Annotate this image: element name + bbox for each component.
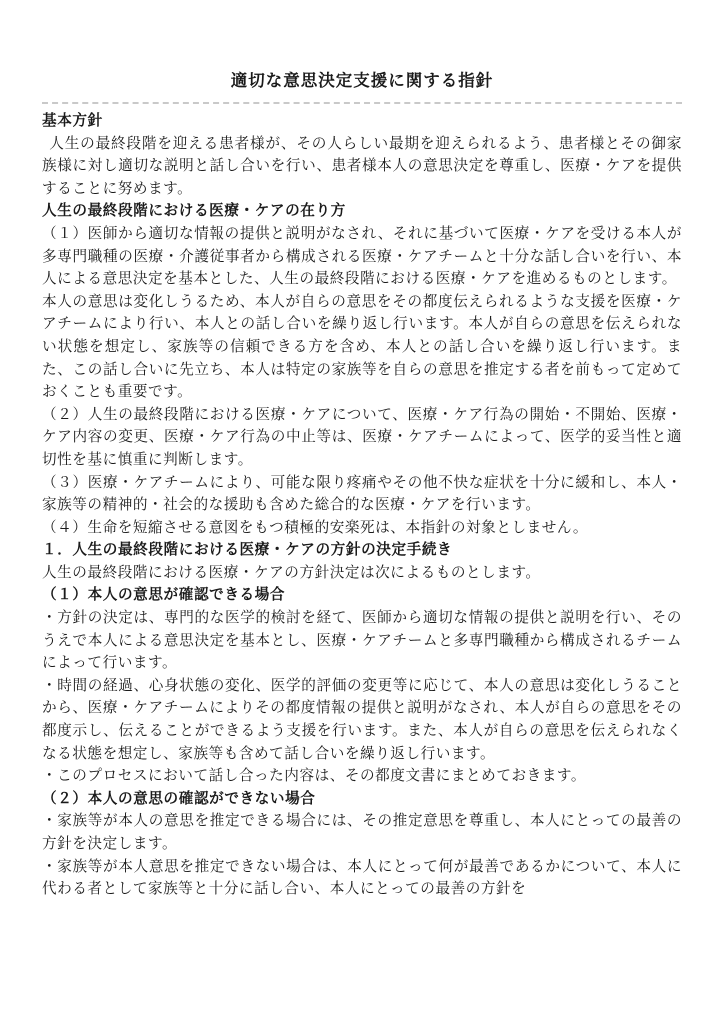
bullet-ongoing-support: ・時間の経過、心身状態の変化、医学的評価の変更等に応じて、本人の意思は変化しうることから、医療・ケアチームによりその都度情報の提供と説明がなされ、本人が自らの意思をその都度示し、伝えることができるよう支援を行います。また、本人が自らの意思を伝えられなくなる状態を想定し、家族等も含めて話し合いを繰り返し行います。 bbox=[42, 676, 682, 762]
document-page bbox=[42, 68, 682, 901]
subheading-intent-confirmable: （１）本人の意思が確認できる場合 bbox=[42, 586, 286, 604]
paragraph-procedure-intro: 人生の最終段階における医療・ケアの方針決定は次によるものとします。 bbox=[42, 563, 541, 581]
section-heading-care-approach: 人生の最終段階における医療・ケアの在り方 bbox=[42, 202, 346, 220]
bullet-family-can-estimate: ・家族等が本人の意思を推定できる場合には、その推定意思を尊重し、本人にとっての最善の方針を決定します。 bbox=[42, 812, 682, 852]
section-heading-basic-policy: 基本方針 bbox=[42, 112, 103, 129]
paragraph-basic-policy: 人生の最終段階を迎える患者様が、その人らしい最期を迎えられるよう、患者様とその御家族様に対し適切な説明と話し合いを行い、患者様本人の意思決定を尊重し、医療・ケアを提供することに努めます。 bbox=[42, 134, 682, 197]
bullet-documentation: ・このプロセスにおいて話し合った内容は、その都度文書にまとめておきます。 bbox=[42, 767, 587, 785]
section-heading-decision-procedure: １．人生の最終段階における医療・ケアの方針の決定手続き bbox=[42, 541, 453, 559]
subheading-intent-unconfirmable: （２）本人の意思の確認ができない場合 bbox=[42, 789, 316, 807]
bullet-decision-basis: ・方針の決定は、専門的な医学的検討を経て、医師から適切な情報の提供と説明を行い、そのうえで本人による意思決定を基本とし、医療・ケアチームと多専門職種から構成されるチームによって行います。 bbox=[42, 609, 682, 672]
paragraph-item-1: （１）医師から適切な情報の提供と説明がなされ、それに基づいて医療・ケアを受ける本人が多専門職種の医療・介護従事者から構成される医療・ケアチームと十分な話し合いを行い、本人による意思決定を基本とした、人生の最終段階における医療・ケアを進めるものとします。 bbox=[42, 224, 682, 288]
bullet-family-cannot-estimate: ・家族等が本人意思を推定できない場合は、本人にとって何が最善であるかについて、本人に代わる者として家族等と十分に話し合い、本人にとっての最善の方針を bbox=[42, 857, 682, 898]
dashed-divider bbox=[42, 102, 682, 104]
document-body bbox=[42, 110, 682, 901]
paragraph-intent-change: 本人の意思は変化しうるため、本人が自らの意思をその都度伝えられるような支援を医療・ケアチームにより行い、本人との話し合いを繰り返し行います。本人が自らの意思を伝えられない状態を想定し、家族等の信頼できる方を含め、本人との話し合いを繰り返し行います。また、この話し合いに先立ち、本人は特定の家族等を自らの意思を推定する者を前もって定めておくことも重要です。 bbox=[42, 292, 682, 401]
paragraph-item-3: （３）医療・ケアチームにより、可能な限り疼痛やその他不快な症状を十分に緩和し、本人・家族等の精神的・社会的な援助も含めた総合的な医療・ケアを行います。 bbox=[42, 473, 682, 514]
document-title: 適切な意思決定支援に関する指針 bbox=[230, 71, 494, 90]
paragraph-item-4: （４）生命を短縮させる意図をもつ積極的安楽死は、本指針の対象としません。 bbox=[42, 518, 589, 536]
paragraph-item-2: （２）人生の最終段階における医療・ケアについて、医療・ケア行為の開始・不開始、医療・ケア内容の変更、医療・ケア行為の中止等は、医療・ケアチームによって、医学的妥当性と適切性を基に慎重に判断します。 bbox=[42, 405, 682, 468]
